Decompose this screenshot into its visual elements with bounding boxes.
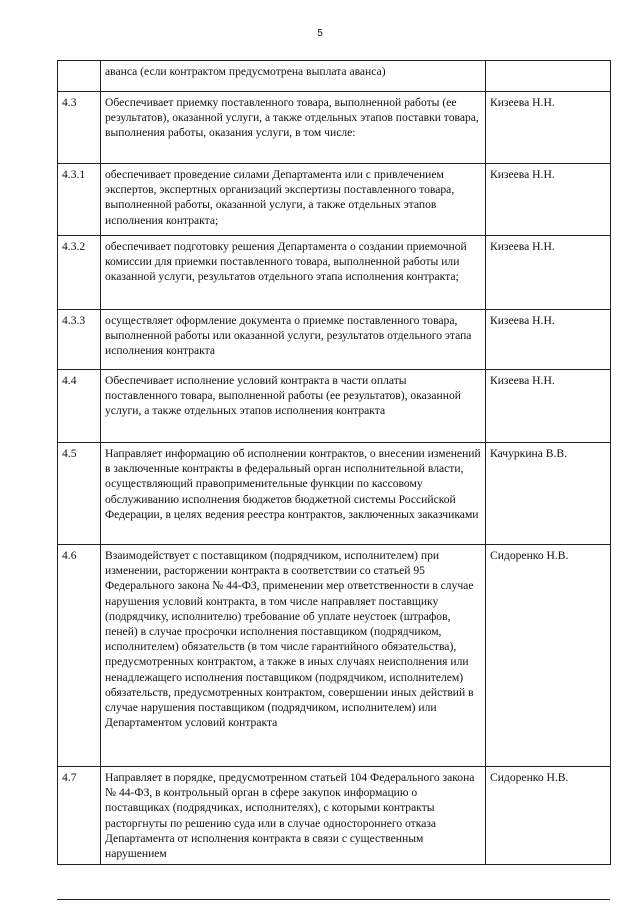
item-text: Направляет информацию об исполнении контрактов, о внесении изменений в заключенные контракты в федеральный орган исполнительной власти, осуществляющий правоприменительные функции по кассовому обслуживанию исполнения бюджетов бюджетной системы Российской Федерации, в целях ведения реестра контрактов, заключенных заказчиками [101, 443, 486, 545]
responsibilities-table [57, 60, 611, 865]
responsible-person: Кизеева Н.Н. [486, 370, 611, 443]
item-number: 4.4 [58, 370, 101, 443]
responsible-person [486, 61, 611, 92]
table-row [58, 164, 611, 236]
item-number: 4.3.2 [58, 236, 101, 310]
item-number [58, 61, 101, 92]
item-text: Направляет в порядке, предусмотренном статьей 104 Федерального закона № 44-ФЗ, в контрольный орган в сфере закупок информацию о поставщиках (подрядчиках, исполнителях), с которыми контракты расторгнуты по решению суда или в случае одностороннего отказа Департамента от исполнения контракта в связи с существенным нарушением [101, 767, 486, 865]
table-row [58, 92, 611, 164]
item-text: Обеспечивает исполнение условий контракта в части оплаты поставленного товара, выполненной работы (ее результатов), оказанной услуги, а также отдельных этапов исполнения контракта [101, 370, 486, 443]
responsible-person: Сидоренко Н.В. [486, 767, 611, 865]
page-bottom-rule [57, 899, 610, 900]
item-number: 4.3.1 [58, 164, 101, 236]
item-number: 4.3.3 [58, 310, 101, 370]
item-text: аванса (если контрактом предусмотрена выплата аванса) [101, 61, 486, 92]
responsible-person: Кизеева Н.Н. [486, 236, 611, 310]
responsible-person: Кизеева Н.Н. [486, 92, 611, 164]
item-number: 4.3 [58, 92, 101, 164]
responsible-person: Качуркина В.В. [486, 443, 611, 545]
item-number: 4.6 [58, 545, 101, 767]
item-text: Обеспечивает приемку поставленного товара, выполненной работы (ее результатов), оказанной услуги, а также отдельных этапов поставки товара, выполнения работы, оказания услуги, в том числе: [101, 92, 486, 164]
responsible-person: Сидоренко Н.В. [486, 545, 611, 767]
responsible-person: Кизеева Н.Н. [486, 164, 611, 236]
item-text: обеспечивает проведение силами Департамента или с привлечением экспертов, экспертных организаций экспертизы поставленного товара, выполненной работы, оказанной услуги, а также отдельных этапов исполнения контракта; [101, 164, 486, 236]
page-number: 5 [317, 28, 323, 39]
table-row [58, 310, 611, 370]
table-row [58, 545, 611, 767]
table-row [58, 767, 611, 865]
table-row [58, 236, 611, 310]
item-text: осуществляет оформление документа о приемке поставленного товара, выполненной работы или оказанной услуги, результатов отдельного этапа исполнения контракта [101, 310, 486, 370]
item-text: обеспечивает подготовку решения Департамента о создании приемочной комиссии для приемки поставленного товара, выполненной работы или оказанной услуги, результатов отдельного этапа исполнения контракта; [101, 236, 486, 310]
item-number: 4.7 [58, 767, 101, 865]
item-text: Взаимодействует с поставщиком (подрядчиком, исполнителем) при изменении, расторжении контракта в соответствии со статьей 95 Федерального закона № 44-ФЗ, применении мер ответственности в случае нарушения условий контракта, в том числе направляет поставщику (подрядчику, исполнителю) требование об уплате неустоек (штрафов, пеней) в случае просрочки исполнения поставщиком (подрядчиком, исполнителем) обязательств (в том числе гарантийного обязательства), предусмотренных контрактом, а также в иных случаях неисполнения или ненадлежащего исполнения поставщиком (подрядчиком, исполнителем) обязательств, предусмотренных контрактом, совершении иных действий в случае нарушения поставщиком (подрядчиком, исполнителем) или Департаментом условий контракта [101, 545, 486, 767]
table-row [58, 61, 611, 92]
table-row [58, 443, 611, 545]
responsible-person: Кизеева Н.Н. [486, 310, 611, 370]
item-number: 4.5 [58, 443, 101, 545]
table-row [58, 370, 611, 443]
